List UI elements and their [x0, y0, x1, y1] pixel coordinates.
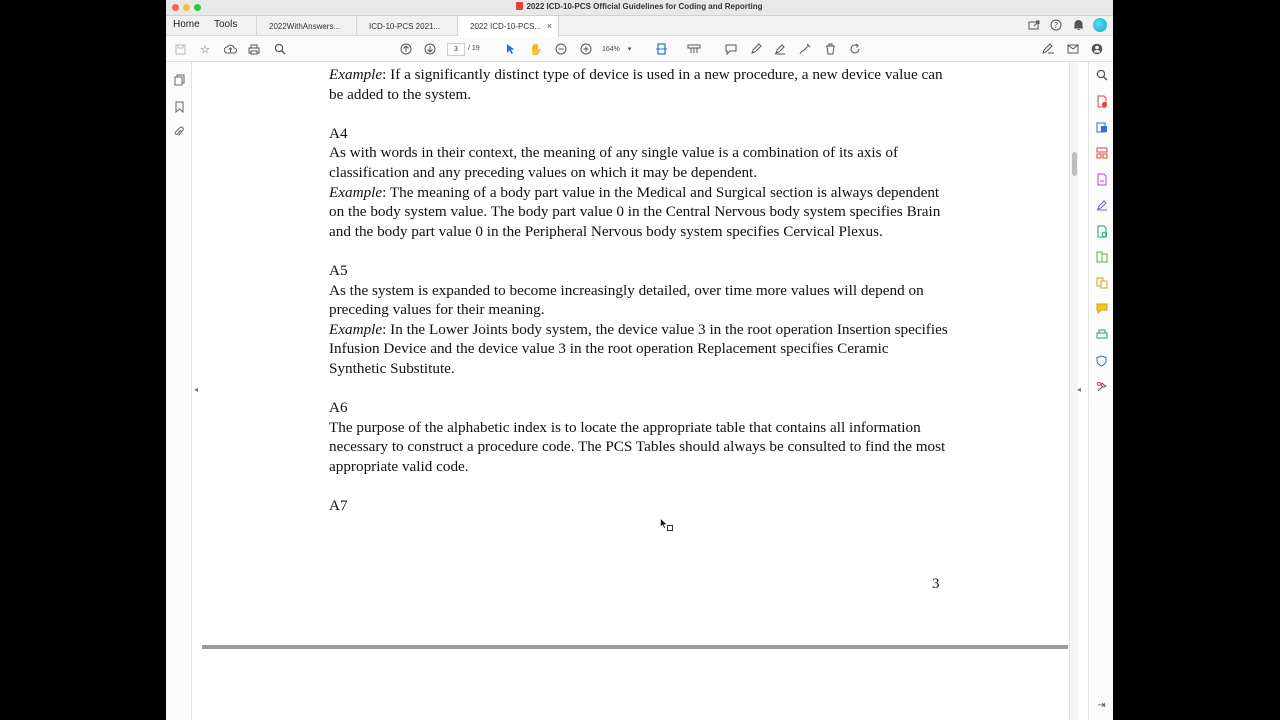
user-avatar[interactable]	[1093, 18, 1107, 32]
combine-files-icon[interactable]	[1095, 277, 1108, 290]
comment-icon[interactable]	[723, 41, 739, 57]
email-icon[interactable]	[1065, 41, 1081, 57]
fill-sign-icon[interactable]	[797, 41, 813, 57]
tab-bar	[166, 16, 1113, 36]
request-signature-icon[interactable]	[1095, 225, 1108, 238]
section-heading: A5	[329, 261, 348, 279]
paragraph: The purpose of the alphabetic index is to locate the appropriate table that contains all information necessary to construct a procedure code. The PCS Tables should always be consulted to find the most appropriate valid code.	[329, 418, 946, 475]
edit-pdf-icon[interactable]	[1095, 173, 1108, 186]
collapse-left-panel-icon[interactable]: ◂	[194, 385, 199, 394]
cursor-selection-box	[667, 525, 673, 531]
add-comment-icon[interactable]	[1095, 303, 1108, 316]
pdf-file-icon	[516, 2, 523, 10]
bookmark-star-icon[interactable]: ☆	[200, 43, 210, 56]
zoom-level-select[interactable]: 164% ▾	[602, 46, 632, 53]
scrollbar-thumb[interactable]	[1072, 152, 1077, 176]
paragraph: Example: The meaning of a body part value in the Medical and Surgical section is always dependent on the body system value. The body part value 0 in the Central Nervous body system specifies Brain and the body part value 0 in the Peripheral Nervous body system specifies Cervical Plexus.	[329, 183, 941, 240]
rotate-icon[interactable]	[847, 41, 863, 57]
help-icon[interactable]	[1049, 18, 1063, 32]
page-thumbnails-icon[interactable]	[172, 74, 186, 88]
collapse-right-panel-icon[interactable]: ◂	[1077, 385, 1082, 394]
print-icon[interactable]	[246, 41, 262, 57]
example-label: Example	[329, 320, 383, 338]
paragraph: Example: If a significantly distinct type of device is used in a new procedure, a new device value can be added to the system.	[329, 66, 943, 103]
page-number-footer: 3	[932, 576, 940, 592]
scroll-mode-icon[interactable]	[686, 41, 702, 57]
next-page-icon[interactable]	[422, 41, 438, 57]
home-tab[interactable]: Home	[173, 19, 200, 30]
acrobat-window	[166, 0, 1113, 720]
page-fit-icon[interactable]	[654, 41, 670, 57]
search-icon[interactable]	[272, 41, 288, 57]
fill-and-sign-icon[interactable]	[1095, 199, 1108, 212]
share-people-icon[interactable]	[1089, 41, 1105, 57]
zoom-out-icon[interactable]	[553, 41, 569, 57]
page-number-input[interactable]: 3	[447, 43, 465, 56]
expand-panel-icon[interactable]: ⇥	[1097, 700, 1106, 711]
paragraph: Example: In the Lower Joints body system, the device value 3 in the root operation Insertion specifies Infusion Device and the device value 3 in the root operation Replacement specifies Ceramic Synthetic Substitute.	[329, 320, 948, 377]
delete-icon[interactable]	[822, 41, 838, 57]
notification-bell-icon[interactable]	[1071, 18, 1085, 32]
save-icon[interactable]	[172, 41, 188, 57]
create-pdf-icon[interactable]	[1095, 95, 1108, 108]
share-icon[interactable]	[1027, 18, 1041, 32]
zoom-in-icon[interactable]	[578, 41, 594, 57]
page-separator	[202, 645, 1068, 649]
main-toolbar	[166, 37, 1113, 62]
print-production-icon[interactable]	[1095, 329, 1108, 342]
highlight-pen-icon[interactable]	[748, 41, 764, 57]
cloud-upload-icon[interactable]	[222, 41, 238, 57]
chevron-down-icon: ▾	[627, 46, 632, 53]
left-navigation-rail	[166, 62, 192, 720]
example-label: Example	[329, 66, 383, 83]
zoom-search-icon[interactable]	[1095, 69, 1108, 82]
header-actions	[1027, 18, 1107, 32]
export-pdf-icon[interactable]	[1095, 121, 1108, 134]
svg-text:?: ?	[1053, 21, 1059, 30]
page-total: / 19	[468, 45, 480, 52]
right-tools-rail	[1088, 62, 1113, 720]
section-heading: A6	[329, 399, 348, 417]
example-label: Example	[329, 183, 383, 201]
compare-files-icon[interactable]	[1095, 251, 1108, 264]
attachments-paperclip-icon[interactable]	[172, 126, 186, 140]
hand-tool-icon[interactable]: ✋	[529, 43, 543, 56]
document-page-text	[329, 65, 949, 516]
close-tab-icon[interactable]: ×	[546, 21, 552, 31]
document-tab[interactable]: 2022WithAnswers...	[256, 16, 357, 36]
select-tool-icon[interactable]	[503, 41, 519, 57]
draw-icon[interactable]	[772, 41, 788, 57]
document-tab-active[interactable]: 2022 ICD-10-PCS... ×	[458, 16, 559, 37]
bookmarks-icon[interactable]	[172, 101, 186, 115]
section-heading: A4	[329, 124, 348, 142]
title-bar	[166, 0, 1113, 16]
previous-page-icon[interactable]	[398, 41, 414, 57]
more-tools-icon[interactable]	[1095, 381, 1108, 394]
paragraph: As with words in their context, the meaning of any single value is a combination of its axis of classification and any preceding values on which it may be dependent.	[329, 144, 898, 181]
tools-tab[interactable]: Tools	[214, 19, 238, 30]
paragraph: As the system is expanded to become increasingly detailed, over time more values will depend on preceding values for their meaning.	[329, 281, 924, 319]
window-title: 2022 ICD-10-PCS Official Guidelines for Coding and Reporting	[166, 2, 1113, 11]
protect-shield-icon[interactable]	[1095, 355, 1108, 368]
document-tab[interactable]: ICD-10-PCS 2021...	[357, 16, 458, 36]
sign-icon[interactable]	[1040, 41, 1056, 57]
section-heading: A7	[329, 497, 348, 515]
organize-pages-icon[interactable]	[1095, 147, 1108, 160]
